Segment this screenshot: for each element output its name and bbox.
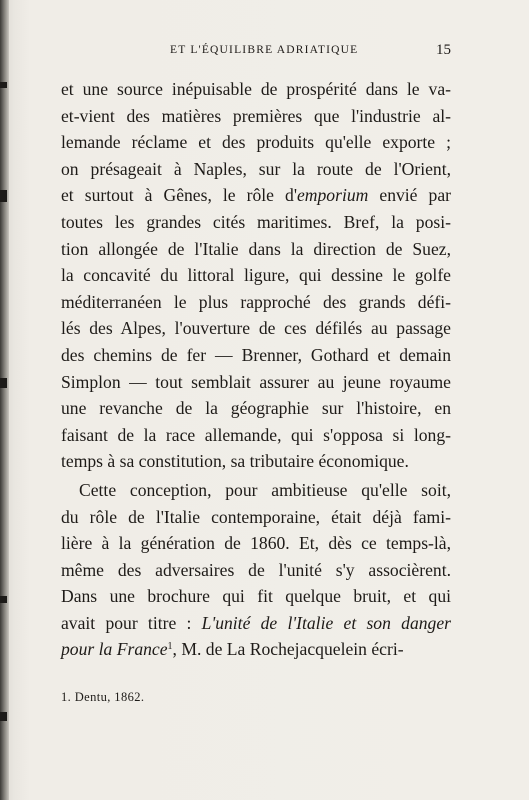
text-line: lés des Alpes, l'ouverture de ces défilés au passage (61, 318, 451, 339)
text-line: Cette conception, pour ambitieuse qu'elle soit, (79, 479, 451, 500)
text-line (61, 610, 451, 637)
binding-mark (0, 82, 7, 88)
text-line: faisant de la race allemande, qui s'opposa si long- (61, 424, 451, 445)
text-line: la concavité du littoral ligure, qui dessine le golfe (61, 265, 451, 286)
running-title: ET L'ÉQUILIBRE ADRIATIQUE (170, 44, 359, 56)
text-line: Dans une brochure qui fit quelque bruit, et qui (61, 586, 451, 607)
page-number: 15 (436, 42, 451, 58)
italic-title: pour la France (61, 639, 168, 660)
text-line: et une source inépuisable de prospérité dans le va- (61, 79, 451, 99)
text-line: méditerranéen le plus rapproché des grands défi- (61, 291, 451, 312)
running-head (60, 44, 451, 60)
text-line: du rôle de l'Italie contemporaine, était déjà fami- (61, 506, 451, 527)
text-line: une revanche de la géographie sur l'histoire, en (61, 398, 451, 419)
text-line: même des adversaires de l'unité s'y associèrent. (61, 559, 451, 580)
text-run: envié par (368, 185, 451, 206)
footnote: 1. Dentu, 1862. (61, 690, 145, 704)
italic-title: L'unité de l'Italie et son danger (201, 612, 451, 633)
text-line: lemande réclame et des produits qu'elle exporte ; (61, 132, 451, 153)
text-line (61, 182, 451, 209)
binding-mark (0, 378, 7, 388)
text-line: Simplon — tout semblait assurer au jeune royaume (61, 371, 451, 392)
text-line: lière à la génération de 1860. Et, dès ce temps-là, (61, 533, 451, 554)
paragraph (61, 477, 451, 663)
binding-mark (0, 190, 7, 202)
text-line: tion allongée de l'Italie dans la direction de Suez, (61, 238, 451, 259)
body-text (61, 76, 451, 663)
text-line: toutes les grandes cités maritimes. Bref, la posi- (61, 211, 451, 232)
paragraph (61, 76, 451, 475)
binding-mark (0, 596, 7, 603)
italic-word: emporium (296, 185, 369, 206)
footnote-marker: 1 (167, 641, 173, 653)
text-run: , M. de La Rochejacquelein écri- (172, 639, 404, 660)
text-line (61, 636, 451, 663)
text-run: avait pour titre : (61, 612, 202, 633)
text-line: et-vient des matières premières que l'industrie al- (61, 105, 451, 126)
text-line: on présageait à Naples, sur la route de l'Orient, (61, 158, 451, 179)
text-line: temps à sa constitution, sa tributaire économique. (61, 451, 409, 472)
text-run: et surtout à Gênes, le rôle d' (61, 185, 297, 206)
text-line: des chemins de fer — Brenner, Gothard et demain (61, 344, 451, 365)
binding-mark (0, 712, 7, 721)
book-binding-edge (0, 0, 9, 800)
